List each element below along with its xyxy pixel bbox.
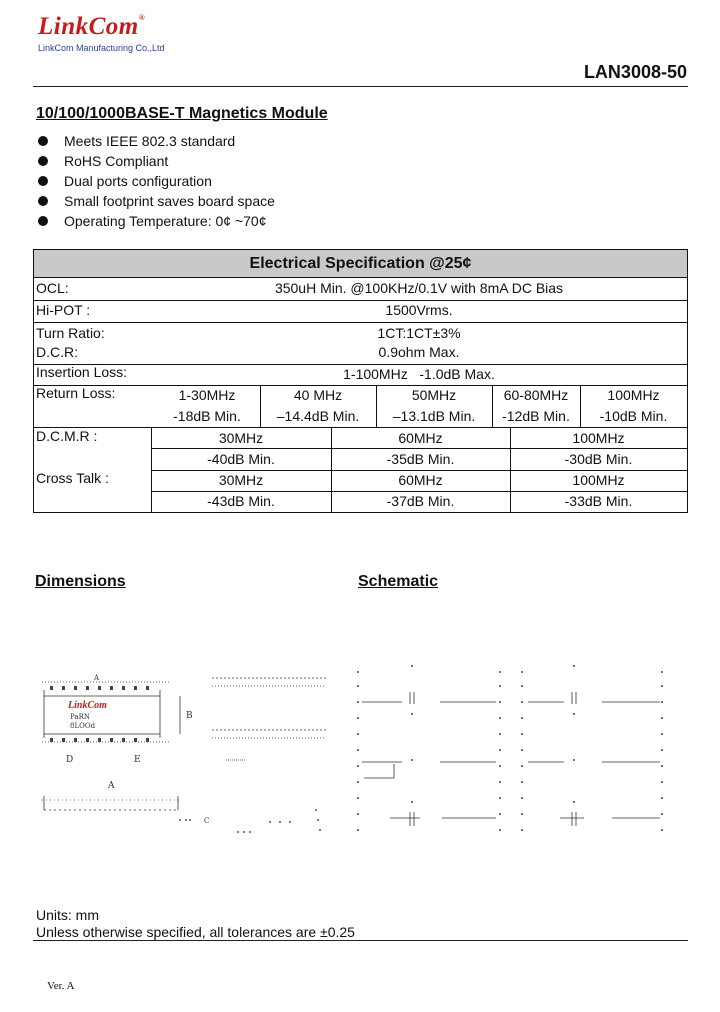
insertion-loss-label: Insertion Loss: xyxy=(36,364,128,380)
cross-talk-freq: 30MHz xyxy=(218,472,264,488)
return-loss-value: -10dB Min. xyxy=(599,408,668,424)
turn-ratio-value: 1CT:1CT±3% xyxy=(377,325,461,341)
footer-divider xyxy=(33,940,688,941)
row-divider xyxy=(151,491,687,492)
dcmr-value: -30dB Min. xyxy=(564,451,633,467)
cross-talk-value: -37dB Min. xyxy=(386,493,455,509)
schematic-drawing xyxy=(350,660,670,850)
row-divider xyxy=(34,364,687,365)
return-loss-freq: 1-30MHz xyxy=(178,387,236,403)
cross-talk-label: Cross Talk : xyxy=(36,470,109,486)
row-divider xyxy=(34,427,687,428)
feature-item xyxy=(36,171,275,191)
dcmr-label: D.C.M.R : xyxy=(36,428,98,444)
cross-talk-value: -43dB Min. xyxy=(207,493,275,509)
dcmr-freq: 100MHz xyxy=(572,430,625,446)
feature-item xyxy=(36,131,275,151)
registered-mark: ® xyxy=(138,13,146,22)
insertion-loss-value: 1-100MHz -1.0dB Max. xyxy=(343,366,495,382)
ocl-value: 350uH Min. @100KHz/0.1V with 8mA DC Bias xyxy=(274,280,564,296)
product-title: 10/100/1000BASE-T Magnetics Module xyxy=(36,105,328,122)
schematic-heading: Schematic xyxy=(358,573,439,590)
feature-text: Dual ports configuration xyxy=(64,173,212,189)
cross-talk-freq: 60MHz xyxy=(398,472,443,488)
bullet-icon xyxy=(38,136,48,146)
package-marking: 8LOOd xyxy=(70,722,96,730)
feature-text: RoHS Compliant xyxy=(64,153,169,169)
dcmr-value: -35dB Min. xyxy=(386,451,455,467)
package-marking: PaRN xyxy=(70,713,90,721)
feature-text: Operating Temperature: 0¢ ~70¢ xyxy=(64,213,267,229)
feature-text: Small footprint saves board space xyxy=(64,193,275,209)
part-number: LAN3008-50 xyxy=(583,62,687,82)
bullet-icon xyxy=(38,176,48,186)
cross-talk-freq: 100MHz xyxy=(572,472,625,488)
return-loss-label: Return Loss: xyxy=(36,385,116,401)
return-loss-freq: 40 MHz xyxy=(293,387,343,403)
return-loss-freq: 60-80MHz xyxy=(503,387,569,403)
header-divider xyxy=(33,86,688,87)
return-loss-value: –14.4dB Min. xyxy=(276,408,360,424)
dcmr-freq: 30MHz xyxy=(218,430,264,446)
bullet-icon xyxy=(38,216,48,226)
units-note: Units: mm xyxy=(36,907,99,923)
dimension-label-d: D xyxy=(66,755,74,765)
dimensions-drawing xyxy=(30,660,340,850)
return-loss-freq: 50MHz xyxy=(411,387,457,403)
hipot-value: 1500Vrms. xyxy=(385,302,453,318)
return-loss-freq: 100MHz xyxy=(607,387,660,403)
package-logo: LinkCom xyxy=(68,700,107,711)
row-divider xyxy=(151,470,687,471)
dimension-label-e: E xyxy=(134,755,141,765)
hipot-label: Hi-POT : xyxy=(36,302,91,318)
dimension-label-b: B xyxy=(186,711,193,721)
dcr-label: D.C.R: xyxy=(36,344,78,360)
logo-text: LinkCom xyxy=(38,13,139,40)
row-divider xyxy=(34,385,687,386)
turn-ratio-label: Turn Ratio: xyxy=(36,325,105,341)
dimension-label-c: C xyxy=(204,817,210,825)
version-label: Ver. A xyxy=(47,980,75,992)
dimension-label-a2: A xyxy=(108,781,115,791)
return-loss-value: -18dB Min. xyxy=(173,408,241,424)
tolerance-note: Unless otherwise specified, all tolerances are ±0.25 xyxy=(36,924,355,940)
feature-text: Meets IEEE 802.3 standard xyxy=(64,133,236,149)
company-name: LinkCom Manufacturing Co.,Ltd xyxy=(38,43,165,53)
bullet-icon xyxy=(38,156,48,166)
feature-item xyxy=(36,191,275,211)
dcmr-value: -40dB Min. xyxy=(207,451,275,467)
return-loss-value: -12dB Min. xyxy=(502,408,570,424)
dcr-value: 0.9ohm Max. xyxy=(378,344,460,360)
feature-item xyxy=(36,151,275,171)
dimensions-heading: Dimensions xyxy=(35,573,126,590)
dimension-label-a: A xyxy=(94,674,100,682)
company-logo xyxy=(38,14,145,39)
row-divider xyxy=(151,448,687,449)
feature-list xyxy=(36,131,275,231)
electrical-spec-table xyxy=(33,249,688,513)
row-divider xyxy=(34,322,687,323)
cross-talk-value: -33dB Min. xyxy=(564,493,633,509)
dcmr-freq: 60MHz xyxy=(398,430,443,446)
row-divider xyxy=(34,300,687,301)
feature-item xyxy=(36,211,275,231)
return-loss-value: –13.1dB Min. xyxy=(392,408,476,424)
spec-table-title: Electrical Specification @25¢ xyxy=(34,250,687,278)
bullet-icon xyxy=(38,196,48,206)
ocl-label: OCL: xyxy=(36,280,69,296)
